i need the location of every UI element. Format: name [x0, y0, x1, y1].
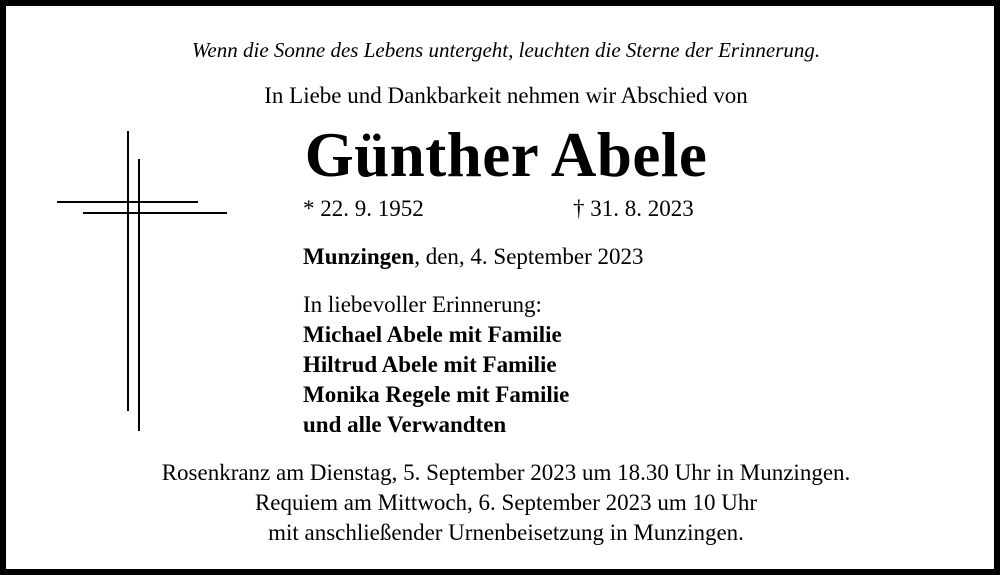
birth-date: * 22. 9. 1952 — [303, 196, 424, 221]
cross-icon — [56, 131, 231, 431]
service-info — [6, 458, 1000, 548]
mourner-3: Monika Regele mit Familie — [303, 382, 570, 407]
mourner-4: und alle Verwandten — [303, 412, 507, 437]
deceased-name: Günther Abele — [304, 120, 708, 190]
mourner-1: Michael Abele mit Familie — [303, 322, 562, 347]
place-and-date — [303, 242, 644, 272]
place-name: Munzingen — [303, 244, 415, 269]
mourner-2: Hiltrud Abele mit Familie — [303, 352, 557, 377]
rosary-line: Rosenkranz am Dienstag, 5. September 2023 um 18.30 Uhr in Munzingen. — [161, 460, 851, 485]
death-date: † 31. 8. 2023 — [573, 196, 694, 221]
mourners-label: In liebevoller Erinnerung: — [303, 292, 542, 317]
intro-text: In Liebe und Dankbarkeit nehmen wir Abschied von — [264, 83, 748, 108]
burial-line: mit anschließender Urnenbeisetzung in Munzingen. — [268, 520, 744, 545]
date-text: , den, 4. September 2023 — [414, 244, 644, 269]
requiem-line: Requiem am Mittwoch, 6. September 2023 um 10 Uhr — [254, 490, 758, 515]
motto-text: Wenn die Sonne des Lebens untergeht, leuchten die Sterne der Erinnerung. — [191, 38, 821, 62]
mourners-block — [303, 290, 569, 440]
